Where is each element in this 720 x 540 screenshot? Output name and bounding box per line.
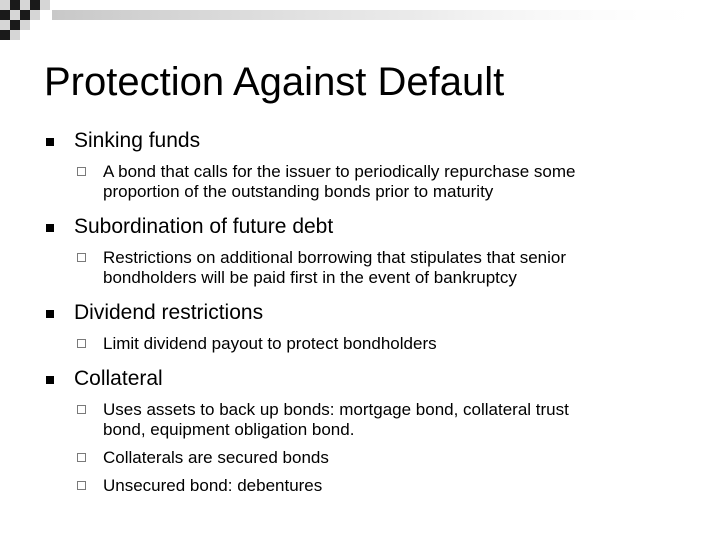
- bullet-group-collateral: [44, 366, 684, 496]
- checker-cell: [30, 10, 40, 20]
- sub-bullet-line: bondholders will be paid first in the event of bankruptcy: [103, 268, 517, 287]
- checkered-corner-decoration: [0, 0, 720, 50]
- square-bullet-icon: [46, 310, 54, 318]
- checker-cell: [0, 20, 10, 30]
- sub-bullet-line: Uses assets to back up bonds: mortgage bond, collateral trust: [103, 400, 569, 419]
- square-bullet-icon: [46, 138, 54, 146]
- checker-cell: [10, 30, 20, 40]
- checker-cell: [30, 0, 40, 10]
- sub-bullet-item: [44, 448, 684, 468]
- checker-cell: [10, 10, 20, 20]
- sub-bullet-line: bond, equipment obligation bond.: [103, 420, 355, 439]
- sub-bullet-item: [44, 400, 684, 440]
- sub-bullet-line: Restrictions on additional borrowing that stipulates that senior: [103, 248, 567, 267]
- slide-body: [44, 128, 684, 496]
- hollow-square-bullet-icon: [77, 405, 86, 414]
- sub-bullet-item: [44, 248, 684, 288]
- bullet-item: [44, 214, 684, 240]
- bullet-group-sinking-funds: [44, 128, 684, 202]
- bullet-item: [44, 300, 684, 326]
- sub-bullet-line: Collaterals are secured bonds: [103, 448, 329, 467]
- bullet-label: Subordination of future debt: [74, 215, 334, 238]
- bullet-item: [44, 366, 684, 392]
- hollow-square-bullet-icon: [77, 339, 86, 348]
- checker-cell: [20, 20, 30, 30]
- sub-bullet-line: Unsecured bond: debentures: [103, 476, 323, 495]
- checker-cell: [20, 0, 30, 10]
- checker-cell: [40, 0, 50, 10]
- hollow-square-bullet-icon: [77, 253, 86, 262]
- bullet-group-dividend: [44, 300, 684, 354]
- sub-bullet-line: proportion of the outstanding bonds prior to maturity: [103, 182, 494, 201]
- sub-bullet-item: [44, 334, 684, 354]
- square-bullet-icon: [46, 376, 54, 384]
- checker-cell: [10, 0, 20, 10]
- bullet-label: Collateral: [74, 367, 163, 390]
- sub-bullet-item: [44, 476, 684, 496]
- bullet-item: [44, 128, 684, 154]
- sub-bullet-line: A bond that calls for the issuer to periodically repurchase some: [103, 162, 576, 181]
- checker-cell: [10, 20, 20, 30]
- bullet-group-subordination: [44, 214, 684, 288]
- slide-title: Protection Against Default: [44, 60, 505, 104]
- checker-cell: [0, 0, 10, 10]
- checker-cell: [0, 10, 10, 20]
- hollow-square-bullet-icon: [77, 453, 86, 462]
- hollow-square-bullet-icon: [77, 481, 86, 490]
- hollow-square-bullet-icon: [77, 167, 86, 176]
- sub-bullet-item: [44, 162, 684, 202]
- sub-bullet-line: Limit dividend payout to protect bondholders: [103, 334, 437, 353]
- bullet-label: Sinking funds: [74, 129, 201, 152]
- square-bullet-icon: [46, 224, 54, 232]
- checker-cell: [0, 30, 10, 40]
- bullet-label: Dividend restrictions: [74, 301, 264, 324]
- checker-cell: [20, 10, 30, 20]
